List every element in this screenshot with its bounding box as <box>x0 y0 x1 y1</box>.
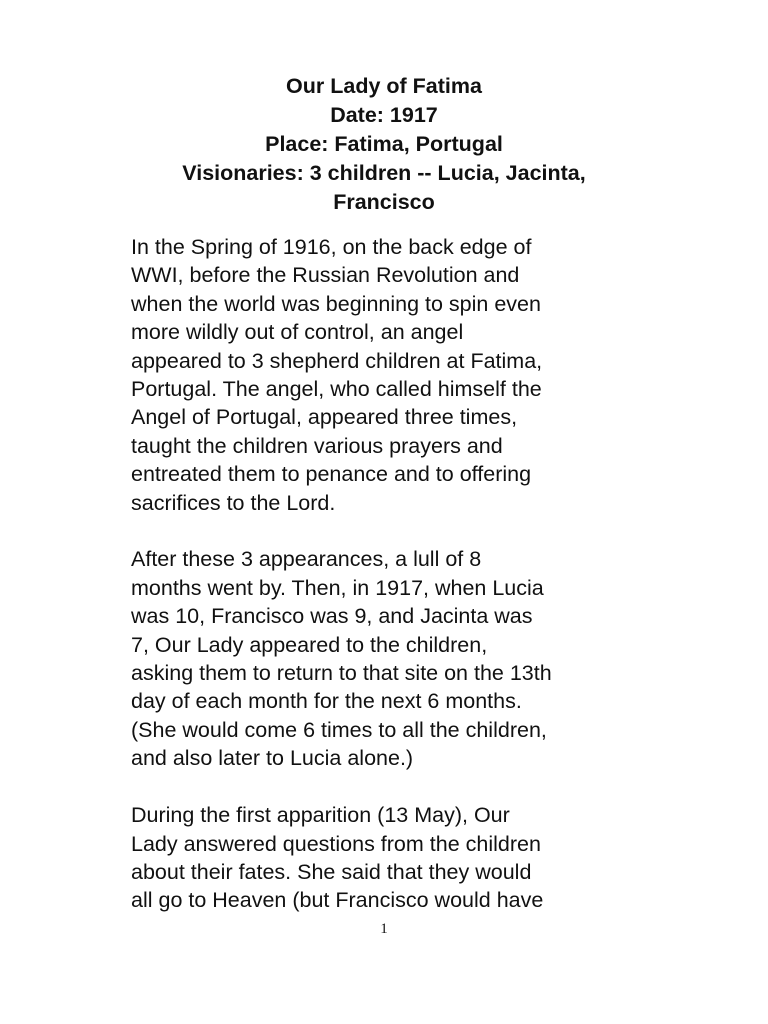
text-line: and also later to Lucia alone.) <box>131 746 414 771</box>
text-line: appeared to 3 shepherd children at Fatima, <box>131 348 543 373</box>
text-line: months went by. Then, in 1917, when Lucia <box>131 575 544 600</box>
text-line: sacrifices to the Lord. <box>131 490 336 515</box>
visionaries-line-1: Visionaries: 3 children -- Lucia, Jacinta, <box>182 161 586 185</box>
text-line: asking them to return to that site on the 13th <box>131 661 552 686</box>
text-line: all go to Heaven (but Francisco would have <box>131 888 544 913</box>
text-line: Angel of Portugal, appeared three times, <box>131 405 518 430</box>
visionaries-line-2: Francisco <box>333 190 435 214</box>
text-line: about their fates. She said that they would <box>131 859 532 884</box>
text-line: After these 3 appearances, a lull of 8 <box>131 547 482 572</box>
text-line: was 10, Francisco was 9, and Jacinta was <box>131 604 533 629</box>
document-heading <box>0 72 768 217</box>
text-line: more wildly out of control, an angel <box>131 320 464 345</box>
text-line: In the Spring of 1916, on the back edge of <box>131 235 532 259</box>
text-line: when the world was beginning to spin even <box>131 291 541 316</box>
apparition-date: Date: 1917 <box>330 103 438 127</box>
text-line: WWI, before the Russian Revolution and <box>131 263 520 288</box>
text-line: day of each month for the next 6 months. <box>131 689 522 714</box>
text-line: 7, Our Lady appeared to the children, <box>131 632 488 657</box>
text-line: taught the children various prayers and <box>131 433 503 458</box>
text-line: Lady answered questions from the children <box>131 831 541 856</box>
paragraph-1 <box>131 233 691 517</box>
apparition-place: Place: Fatima, Portugal <box>265 132 503 156</box>
document-body <box>131 233 691 943</box>
text-line: (She would come 6 times to all the children, <box>131 717 547 742</box>
document-title: Our Lady of Fatima <box>286 74 482 98</box>
text-line: Portugal. The angel, who called himself the <box>131 377 542 402</box>
paragraph-2 <box>131 545 691 772</box>
text-line: entreated them to penance and to offering <box>131 462 532 487</box>
page-number: 1 <box>380 921 388 937</box>
paragraph-3 <box>131 801 691 915</box>
text-line: During the first apparition (13 May), Our <box>131 803 510 828</box>
